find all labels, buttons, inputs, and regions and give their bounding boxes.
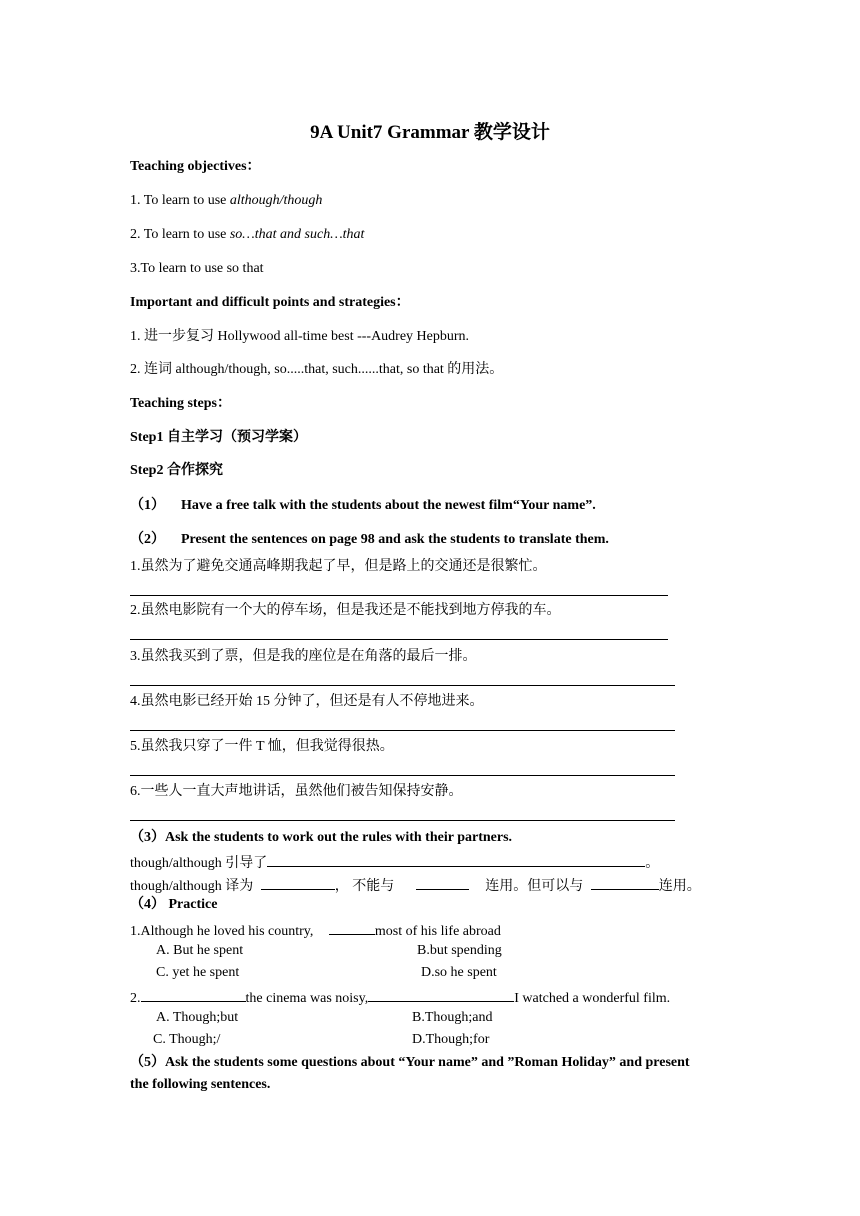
answer-line-6 (130, 820, 675, 821)
translation-item-4: 4.虽然电影已经开始 15 分钟了，但还是有人不停地进来。 (130, 694, 484, 709)
answer-line-1 (130, 595, 668, 596)
rules-line-2: though/although 译为 ， 不能与 连用。但可以与 连用。 (130, 875, 701, 895)
q2-option-a: A. Though;but (156, 1010, 239, 1025)
step1-heading: Step1 自主学习（预习学案） (130, 430, 307, 445)
step2-heading: Step2 合作探究 (130, 463, 223, 478)
steps-heading: Teaching steps： (130, 396, 232, 411)
translation-item-2: 2.虽然电影院有一个大的停车场，但是我还是不能找到地方停我的车。 (130, 603, 561, 618)
q1-option-b: B.but spending (417, 943, 502, 958)
blank (416, 875, 469, 890)
answer-line-3 (130, 685, 675, 686)
activity-1: （1） Have a free talk with the students about the newest film“Your name”. (130, 498, 596, 513)
blank (368, 987, 514, 1002)
q2-option-c: C. Though;/ (153, 1032, 221, 1047)
blank (261, 875, 335, 890)
rules-heading: （3）Ask the students to work out the rules with their partners. (130, 830, 513, 845)
translation-item-6: 6.一些人一直大声地讲话，虽然他们被告知保持安静。 (130, 784, 463, 799)
objectives-heading: Teaching objectives： (130, 159, 261, 174)
objective-item-2: 2. To learn to use so…that and such…that (130, 227, 365, 242)
blank (141, 987, 246, 1002)
blank (267, 852, 645, 867)
q1-option-c: C. yet he spent (156, 965, 240, 980)
translation-item-5: 5.虽然我只穿了一件 T 恤，但我觉得很热。 (130, 739, 394, 754)
document-title: 9A Unit7 Grammar 教学设计 (310, 122, 550, 143)
practice-heading: （4） Practice (130, 897, 218, 912)
rules-line-1: though/although 引导了 。 (130, 852, 659, 872)
translation-item-1: 1.虽然为了避免交通高峰期我起了早，但是路上的交通还是很繁忙。 (130, 559, 547, 574)
translation-item-3: 3.虽然我买到了票，但是我的座位是在角落的最后一排。 (130, 649, 477, 664)
points-heading: Important and difficult points and strategies： (130, 295, 410, 310)
answer-line-4 (130, 730, 675, 731)
objective-item-3: 3.To learn to use so that (130, 261, 264, 276)
q1-option-d: D.so he spent (421, 965, 497, 980)
blank (591, 875, 659, 890)
q1-option-a: A. But he spent (156, 943, 244, 958)
answer-line-5 (130, 775, 675, 776)
objective-item-1: 1. To learn to use although/though (130, 193, 323, 208)
point-item-2: 2. 连词 although/though, so.....that, such......that, so that 的用法。 (130, 362, 504, 377)
question-1: 1.Although he loved his country, most of his life abroad (130, 920, 501, 940)
question-2: 2. the cinema was noisy, I watched a wonderful film. (130, 987, 670, 1007)
activity-2: （2） Present the sentences on page 98 and ask the students to translate them. (130, 532, 609, 547)
activity-5-line-2: the following sentences. (130, 1077, 271, 1092)
q2-option-d: D.Though;for (412, 1032, 490, 1047)
activity-5-line-1: （5）Ask the students some questions about “Your name” and ”Roman Holiday” and present (130, 1055, 690, 1070)
q2-option-b: B.Though;and (412, 1010, 493, 1025)
blank (329, 920, 375, 935)
point-item-1: 1. 进一步复习 Hollywood all-time best ---Audrey Hepburn. (130, 329, 470, 344)
answer-line-2 (130, 639, 668, 640)
